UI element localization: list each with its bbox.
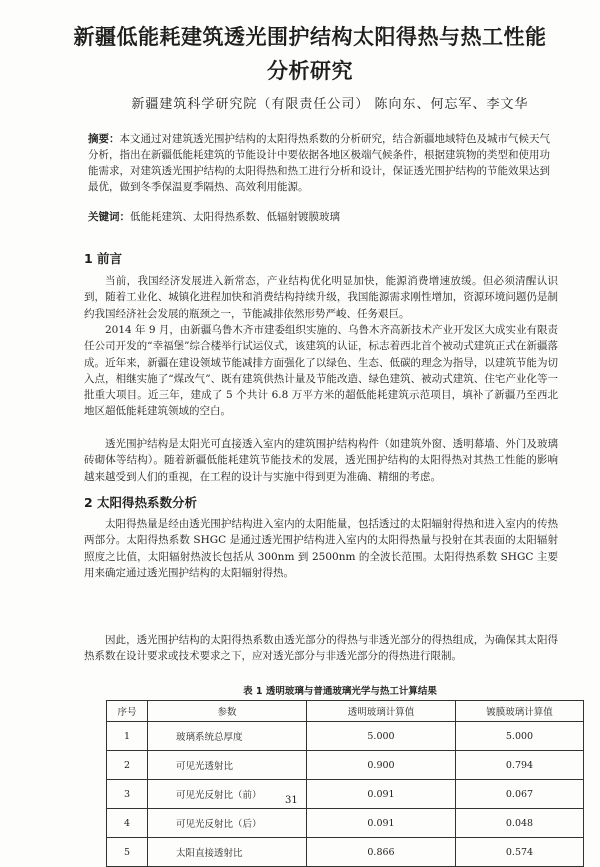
cell-parameter: 玻璃系统总厚度 [148, 722, 307, 751]
table-header-row [107, 701, 584, 722]
keywords-text: 低能耗建筑、太阳得热系数、低辐射镀膜玻璃 [130, 211, 340, 223]
cell-coated-value: 5.000 [456, 722, 584, 751]
cell-coated-value: 0.794 [456, 751, 584, 780]
cell-parameter: 可见光反射比（后） [148, 809, 307, 838]
abstract-text: 本文通过对建筑透光围护结构的太阳得热系数的分析研究，结合新疆地域特色及城市气候天气分析，指出在新疆低能耗建筑的节能设计中要依据各地区极端气候条件，根据建筑物的类型和使用功能需求，对建筑透光围护结构的太阳得热和热工进行分析和设计，保证透光围护结构的节能效果达到最优，做到冬季保温夏季隔热、高效利用能源。 [88, 133, 550, 193]
header-clear-glass: 透明玻璃计算值 [307, 701, 456, 722]
table-row [107, 722, 584, 751]
shgc-paragraph-1: 太阳得热量是经由透光围护结构进入室内的太阳能量，包括透过的太阳辐射得热和进入室内的传热两部分。太阳得热系数 SHGC 是通过透光围护结构进入室内的太阳得热量与投射在其表面的太阳辐射照度之比值，太阳辐射热波长包括从 300nm 到 2500nm 的全波长范围。太阳得热系数 SHGC 主要用来确定通过透光围护结构的太阳辐射得热。 [84, 518, 558, 579]
cell-index: 1 [107, 722, 148, 751]
cell-coated-value: 0.574 [456, 838, 584, 867]
cell-clear-value: 0.091 [307, 780, 456, 809]
cell-index: 5 [107, 838, 148, 867]
table-row [107, 751, 584, 780]
paper-authors: 新疆建筑科学研究院（有限责任公司） 陈向东、何忘军、李文华 [131, 97, 529, 112]
cell-parameter: 太阳直接透射比 [148, 838, 307, 867]
table-row [107, 838, 584, 867]
cell-coated-value: 0.067 [456, 780, 584, 809]
cell-index: 3 [107, 780, 148, 809]
cell-clear-value: 5.000 [307, 722, 456, 751]
header-coated-glass: 镀膜玻璃计算值 [456, 701, 584, 722]
table-row [107, 780, 584, 809]
cell-clear-value: 0.091 [307, 809, 456, 838]
intro-paragraph-2: 2014 年 9 月，由新疆乌鲁木齐市建委组织实施的、乌鲁木齐高新技术产业开发区大成实业有限责任公司开发的“幸福堡”综合楼举行试运仪式，该建筑的认证，标志着西北首个被动式建筑正式在新疆落成。近年来，新疆在建设领域节能减排方面强化了以绿色、生态、低碳的理念为指导，以建筑节能为切入点，相继实施了“煤改气”、既有建筑供热计量及节能改造、绿色建筑、被动式建筑、住宅产业化等一批重大项目。近三年，建成了 5 个共计 6.8 万平方米的超低能耗建筑示范项目，填补了新疆乃至西北地区超低能耗建筑领域的空白。 [84, 324, 558, 418]
table-caption: 表 1 透明玻璃与普通玻璃光学与热工计算结果 [243, 686, 437, 697]
results-table [106, 700, 584, 867]
cell-parameter: 可见光反射比（前） [148, 780, 307, 809]
cell-index: 4 [107, 809, 148, 838]
header-parameter: 参数 [148, 701, 307, 722]
keywords-block [88, 209, 558, 225]
shgc-paragraph-2: 因此，透光围护结构的太阳得热系数由透光部分的得热与非透光部分的得热组成，为确保其太阳得热系数在设计要求或技术要求之下，应对透光部分与非透光部分的得热进行限制。 [84, 634, 558, 663]
paper-title: 新疆低能耗建筑透光围护结构太阳得热与热工性能分析研究 [73, 25, 547, 83]
cell-clear-value: 0.866 [307, 838, 456, 867]
intro-paragraph-1: 当前，我国经济发展进入新常态，产业结构优化明显加快，能源消费增速放缓。但必须清醒认识到，随着工业化、城镇化进程加快和消费结构持续升级，我国能源需求刚性增加，资源环境问题仍是制约我国经济社会发展的瓶颈之一，节能减排依然形势严峻、任务艰巨。 [84, 275, 558, 320]
header-index: 序号 [107, 701, 148, 722]
cell-parameter: 可见光透射比 [148, 751, 307, 780]
cell-index: 2 [107, 751, 148, 780]
cell-coated-value: 0.048 [456, 809, 584, 838]
section-heading-shgc: 2 太阳得热系数分析 [84, 495, 198, 510]
intro-paragraph-3: 透光围护结构是太阳光可直接透入室内的建筑围护结构构件（如建筑外窗、透明幕墙、外门及玻璃砖砌体等结构）。随着新疆低能耗建筑节能技术的发展，透光围护结构的太阳得热对其热工性能的影响越来越受到人们的重视，在工程的设计与实施中得到更为准确、精细的考虑。 [84, 438, 558, 483]
page-number: 31 [285, 795, 298, 806]
keywords-label: 关键词： [88, 211, 130, 223]
section-heading-intro: 1 前言 [84, 251, 123, 266]
table-row [107, 809, 584, 838]
abstract-label: 摘要： [88, 133, 120, 145]
cell-clear-value: 0.900 [307, 751, 456, 780]
abstract-block [88, 131, 558, 195]
